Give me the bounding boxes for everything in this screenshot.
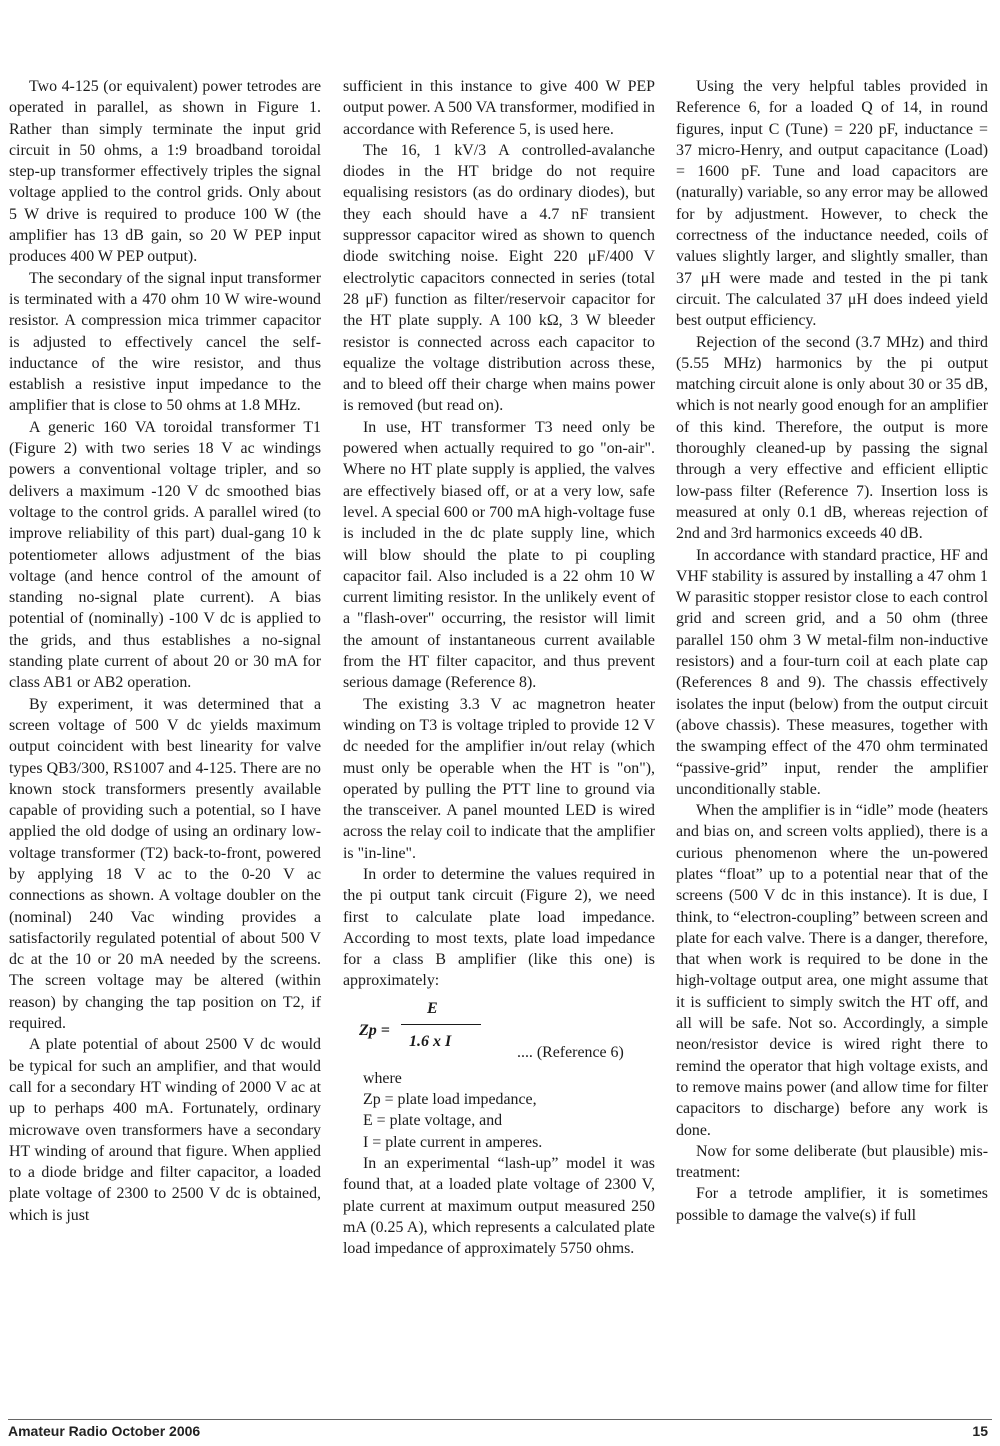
page-number: 15 xyxy=(972,1423,988,1439)
footer-divider xyxy=(8,1419,992,1420)
paragraph: Rejection of the second (3.7 MHz) and third (5.55 MHz) harmonics by the pi output matching circuit alone is only about 30 or 35 dB, which is not nearly good enough for an amplifier of this kind. Therefore, the output is more thoroughly cleaned-up by passing the signal through a very effective and efficient elliptic low-pass filter (Reference 7). Insertion loss is measured at only 0.1 dB, whereas rejection of 2nd and 3rd harmonics exceeds 40 dB. xyxy=(676,333,988,543)
paragraph: In order to determine the values required in the pi output tank circuit (Figure 2), we need first to calculate plate load impedance. According to most texts, plate load impedance for a class B amplifier (like this one) is approximately: xyxy=(343,865,655,990)
publication-footer: Amateur Radio October 2006 xyxy=(8,1423,201,1439)
paragraph: Now for some deliberate (but plausible) mis-treatment: xyxy=(676,1142,988,1182)
plate-load-impedance-formula xyxy=(343,998,655,1066)
fraction-bar xyxy=(401,1024,481,1026)
paragraph: In an experimental “lash-up” model it was found that, at a loaded plate voltage of 2300 V, plate current at maximum output measured 250 mA (0.25 A), which represents a calculated plate load impedance of approximately 5750 ohms. xyxy=(343,1154,655,1258)
paragraph: A plate potential of about 2500 V dc would be typical for such an amplifier, and that would call for a secondary HT winding of 2000 V ac at up to perhaps 400 mA. Fortunately, ordinary microwave oven transformers have a secondary HT winding of around that figure. When applied to a diode bridge and filter capacitor, a loaded plate voltage of 2300 to 2500 V dc is obtained, which is just xyxy=(9,1036,321,1224)
paragraph: The secondary of the signal input transformer is terminated with a 470 ohm 10 W wire-wound resistor. A compression mica trimmer capacitor is adjusted to effectively cancel the self-inductance of the wire resistor, and thus establish a resistive input impedance to the amplifier that is close to 50 ohms at 1.8 MHz. xyxy=(9,269,321,415)
definition: Zp = plate load impedance, xyxy=(363,1091,537,1109)
paragraph: When the amplifier is in “idle” mode (heaters and bias on, and screen volts applied), there is a curious phenomenon where the un-powered plates “float” up to a potential near that of the screens (500 V dc in this instance). It is due, I think, to “electron-coupling” between screen and plate for each valve. There is a danger, therefore, that when work is required to be done in the high-voltage output area, one might assume that it is sufficient to simply switch the HT off, and all will be safe. Not so. Accordingly, a simple neon/resistor device is wired right there to remind the operator that high voltage exists, and to remove mains power (and allow time for filter capacitors to discharge) before any work is done. xyxy=(676,802,988,1139)
where-label: where xyxy=(363,1069,402,1087)
paragraph: sufficient in this instance to give 400 W PEP output power. A 500 VA transformer, modified in accordance with Reference 5, is used here. xyxy=(343,78,655,138)
paragraph: A generic 160 VA toroidal transformer T1 (Figure 2) with two series 18 V ac windings powers a conventional voltage tripler, and so delivers a maximum -120 V dc smoothed bias voltage to the control grids. A parallel wired (to improve reliability of this part) dual-gang 10 k potentiometer allows adjustment of the bias voltage (and hence control of the amount of standing no-signal plate current). A bias potential of (nominally) -100 V dc is applied to the grids, and thus establishes a no-signal standing plate current of about 20 or 30 mA for class AB1 or AB2 operation. xyxy=(9,418,321,692)
paragraph: Two 4-125 (or equivalent) power tetrodes are operated in parallel, as shown in Figure 1. Rather than simply terminate the input grid circuit in 50 ohms, a 1:9 broadband toroidal step-up transformer effectively triples the signal voltage applied to the control grids. Only about 5 W drive is required to produce 100 W (the amplifier has 13 dB gain, so 20 W PEP input produces 400 W PEP output). xyxy=(9,78,321,266)
paragraph: By experiment, it was determined that a screen voltage of 500 V dc yields maximum output coincident with best linearity for valve types QB3/300, RS1007 and 4-125. There are no known stock transformers presently available capable of providing such a potential, so I have applied the old dodge of using an ordinary low-voltage transformer (T2) back-to-front, powered by applying 18 V ac to the 0-20 V ac connections as shown. A voltage doubler on the (nominal) 240 Vac winding provides a satisfactorily regulated potential of about 500 V dc at the 10 or 20 mA needed by the screens. The screen voltage may be altered (within reason) by changing the tap position on T2, if required. xyxy=(9,695,321,1033)
definition: E = plate voltage, and xyxy=(363,1112,503,1130)
formula-lhs: Zp = xyxy=(359,1021,390,1039)
text-column-1 xyxy=(9,76,321,1226)
paragraph: Using the very helpful tables provided in Reference 6, for a loaded Q of 14, in round figures, input C (Tune) = 220 pF, inductance = 37 micro-Henry, and output capacitance (Load) = 1600 pF. Tune and load capacitors are (naturally) variable, so any error may be allowed for by adjustment. However, to check the correctness of the inductance needed, coils of values slightly larger, and slightly smaller, than 37 μH were made and tested in the pi tank circuit. The calculated 37 μH does indeed yield best output efficiency. xyxy=(676,78,988,330)
paragraph: In use, HT transformer T3 need only be powered when actually required to go "on-air". Where no HT plate supply is applied, the valves are effectively biased off, or at a very low, safe level. A special 600 or 700 mA high-voltage fuse is included in the dc plate supply line, which will blow should the plate to pi coupling capacitor fail. Also included is a 22 ohm 10 W current limiting resistor. In the unlikely event of a "flash-over" occurring, the resistor will limit the amount of instantaneous current available from the HT filter capacitor, and thus prevent serious damage (Reference 8). xyxy=(343,418,655,692)
text-column-3 xyxy=(676,76,988,1226)
definition: I = plate current in amperes. xyxy=(363,1133,543,1151)
formula-reference: .... (Reference 6) xyxy=(517,1043,624,1061)
formula-denominator: 1.6 x I xyxy=(409,1032,452,1050)
text-column-2 xyxy=(343,76,655,1259)
formula-numerator: E xyxy=(427,999,438,1017)
paragraph: The 16, 1 kV/3 A controlled-avalanche diodes in the HT bridge do not require equalising resistors (as do ordinary diodes), but they each should have a 4.7 nF transient suppressor capacitor wired as shown to quench diode switching noise. Eight 220 μF/400 V electrolytic capacitors connected in series (total 28 μF) function as filter/reservoir capacitor for the HT plate supply. A 100 kΩ, 3 W bleeder resistor is connected across each capacitor to equalize the voltage distribution across these, and to bleed off their charge when mains power is removed (but read on). xyxy=(343,141,655,415)
paragraph: In accordance with standard practice, HF and VHF stability is assured by installing a 47 ohm 1 W parasitic stopper resistor close to each control grid and screen grid, and a 50 ohm (three parallel 150 ohm 3 W metal-film non-inductive resistors) and a four-turn coil at each plate cap (References 8 and 9). The chassis effectively isolates the input (below) from the output circuit (above chassis). These measures, together with the swamping effect of the 470 ohm terminated “passive-grid” input, render the amplifier unconditionally stable. xyxy=(676,546,988,798)
paragraph: For a tetrode amplifier, it is sometimes possible to damage the valve(s) if full xyxy=(676,1185,988,1224)
paragraph: The existing 3.3 V ac magnetron heater winding on T3 is voltage tripled to provide 12 V dc needed for the amplifier in/out relay (which must only be operable when the HT is "on"), operated by pulling the PTT line to ground via the transceiver. A panel mounted LED is wired across the relay coil to indicate that the amplifier is "in-line". xyxy=(343,695,655,862)
